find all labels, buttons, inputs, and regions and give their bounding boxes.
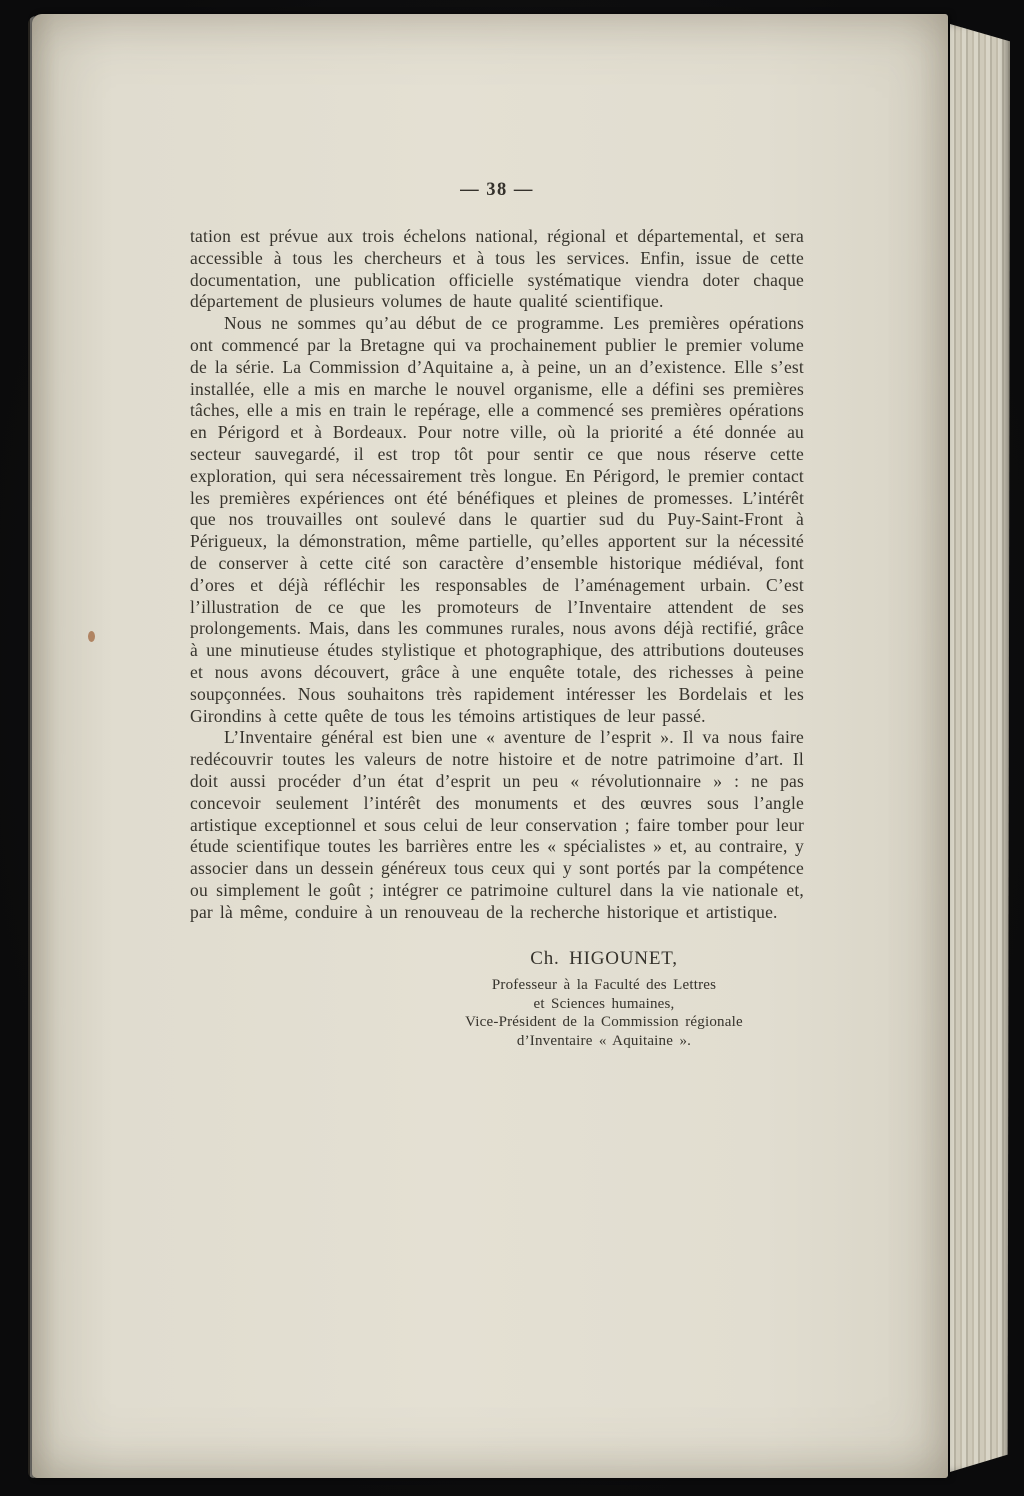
- paragraph-continuation: tation est prévue aux trois échelons national, régional et départemental, et sera accessible à tous les chercheurs et à tous les services. Enfin, issue de cette documentation, une publication officielle systématique viendra doter chaque département de plusieurs volumes de haute qualité scientifique.: [190, 226, 804, 312]
- page-number: — 38 —: [460, 180, 534, 200]
- book-page: [32, 14, 948, 1478]
- signature-title-line: Professeur à la Faculté des Lettres: [491, 977, 717, 994]
- signature-title-line: et Sciences humaines,: [533, 995, 675, 1012]
- page-text-block: [190, 226, 804, 1051]
- paragraph: L’Inventaire général est bien une « aventure de l’esprit ». Il va nous faire redécouvrir toutes les valeurs de notre histoire et de notre patrimoine d’art. Il doit aussi procéder d’un état d’esprit un peu « révolutionnaire » : ne pas concevoir seulement l’intérêt des monuments et des œuvres sous l’angle artistique exceptionnel et sous celui de leur conservation ; faire tomber pour leur étude scientifique toutes les barrières entre les « spécialistes » et, au contraire, y associer dans un dessein généreux tous ceux qui y sont portés par la compétence ou simplement le goût ; intégrer ce patrimoine culturel dans la vie nationale et, par là même, conduire à un renouveau de la recherche historique et artistique.: [190, 727, 804, 922]
- signature-title-line: d’Inventaire « Aquitaine ».: [516, 1033, 692, 1050]
- signature-name: Ch. HIGOUNET,: [530, 947, 678, 969]
- signature-title-line: Vice-Président de la Commission régionale: [465, 1014, 743, 1031]
- right-page-edges: [950, 24, 1010, 1472]
- scan-speck: [88, 631, 95, 642]
- paragraph: Nous ne sommes qu’au début de ce programme. Les premières opérations ont commencé par la Bretagne qui va prochainement publier le premier volume de la série. La Commission d’Aquitaine a, à peine, un an d’existence. Elle s’est installée, elle a mis en marche le nouvel organisme, elle a défini ses premières tâches, elle a mis en train le repérage, elle a commencé ses premières opérations en Périgord et à Bordeaux. Pour notre ville, où la priorité a été donnée au secteur sauvegardé, il est trop tôt pour sentir ce que nous réserve cette exploration, qui sera nécessairement très longue. En Périgord, le premier contact les premières expériences ont été bénéfiques et pleines de promesses. L’intérêt que nos trouvailles ont soulevé dans le quartier sud du Puy-Saint-Front à Périgueux, la démonstration, même partielle, qu’elles apportent sur la nécessité de conserver à cette cité son caractère d’ensemble historique médiéval, font d’ores et déjà réfléchir les responsables de l’aménagement urbain. C’est l’illustration de ce que les promoteurs de l’Inventaire attendent de ses prolongements. Mais, dans les communes rurales, nous avons déjà rectifié, grâce à une minutieuse études stylistique et photographique, des attributions douteuses et nous avons découvert, grâce à une enquête totale, des richesses à peine soupçonnées. Nous souhaitons très rapidement intéresser les Bordelais et les Girondins à cette quête de tous les témoins artistiques de leur passé.: [190, 313, 804, 726]
- signature-block: [426, 948, 782, 1051]
